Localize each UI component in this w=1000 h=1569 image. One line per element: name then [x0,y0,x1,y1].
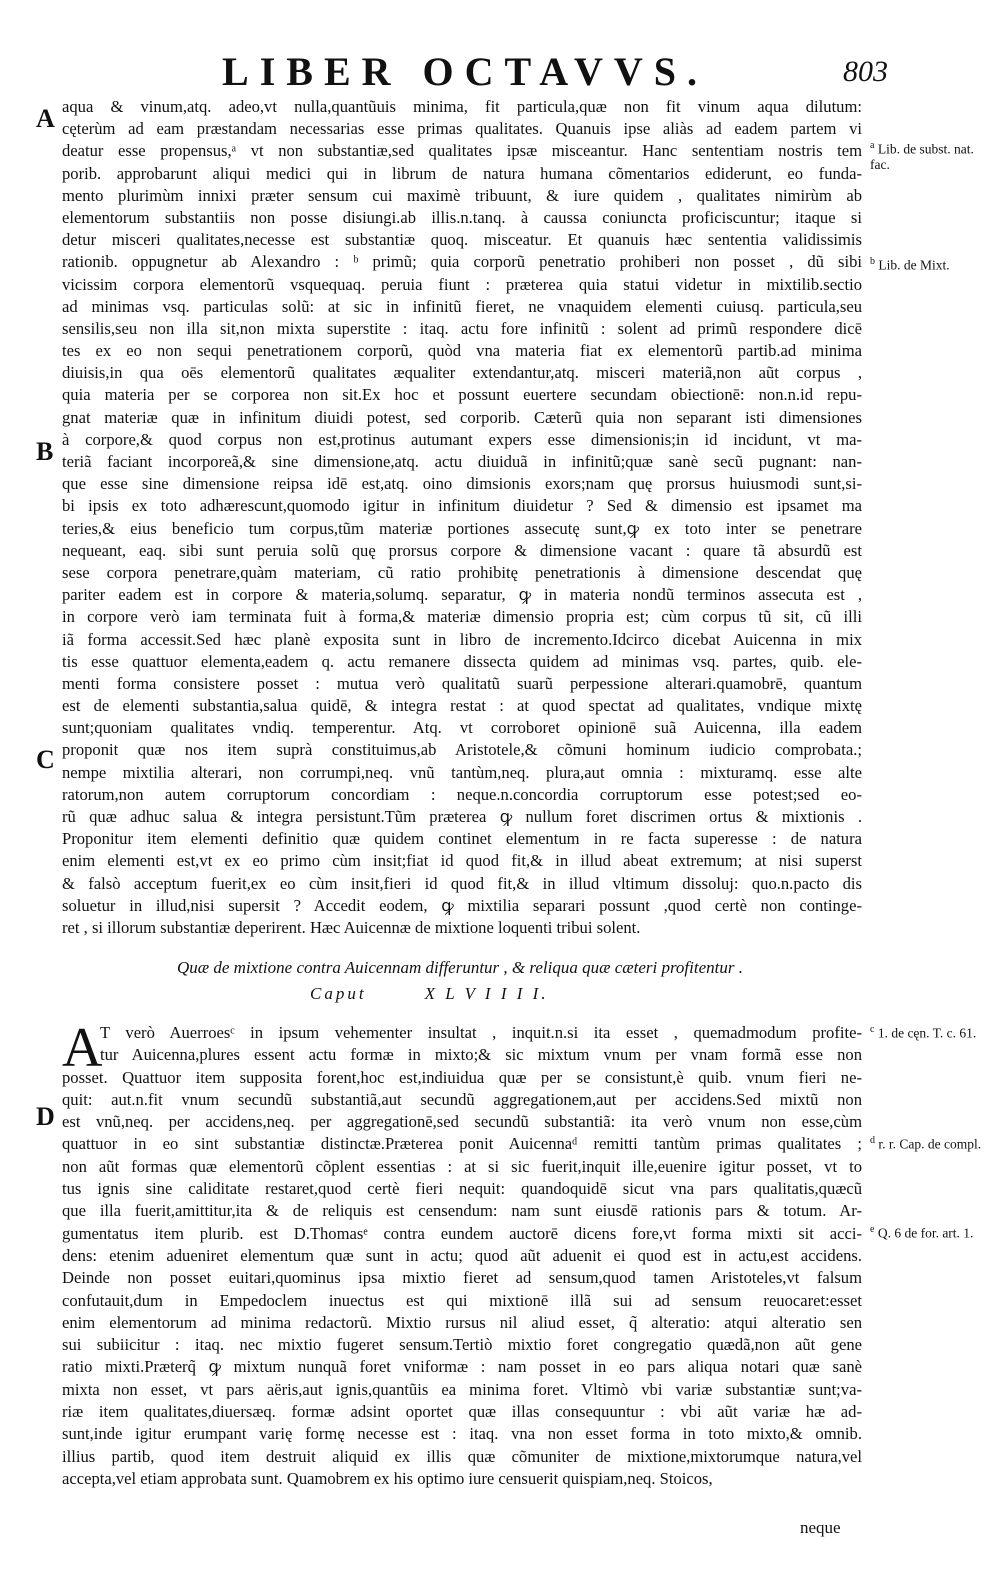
chapter-number [310,984,610,1004]
text-line: que illa fuerit,amittitur,ita & de reliquis est censendum: nam sunt eiusdē rationis pars & totum. Ar- [62,1201,862,1221]
section-letter-c: C [36,745,55,774]
text-line: dens: etenim adueniret elementum quæ sunt in actu; quod aũt aduenit ei quod est in actu,est accidens. [62,1245,862,1265]
section-letter-d: D [36,1102,55,1131]
drop-cap: A [62,1017,103,1079]
text-line: à corpore,& quod corpus non est,protinus autumant expers esse dimensionis;in id incidunt, vt ma- [62,429,862,449]
section-letter-b: B [36,437,54,466]
text-line: soluetur in illud,nisi supersit ? Accedit eodem, ꝙ mixtilia separari possunt ,quod certè non continge- [62,895,862,915]
text-line: T verò Auerroesᶜ in ipsum vehementer insultat , inquit.n.si ita esset , quemadmodum profite- [100,1023,862,1042]
chapter-title: Quæ de mixtione contra Auicennam differuntur , & reliqua quæ cæteri profitentur . [177,958,743,977]
text-line: enim elementi est,vt ex eo primo cùm insit;fiat id quod fit,& in illud abeat extremum; at nisi superst [62,851,862,871]
margin-note-mark: d [870,1135,875,1146]
text-line: sensilis,seu non illa sit,non mixta superstite : itaq. actu fore infinitũ : solent ad primũ respondere dicē [62,318,862,338]
text-line: detur misceri qualitates,necesse est substantiæ quoq. misceatur. Et quanuis hæc sententia validissimis [62,230,862,250]
text-line: teries,& eius beneficio tum corpus,tũm materiæ portiones assecutę sunt,ꝙ ex toto inter se penetrare [62,518,862,538]
text-line: mixta non esset, vt pars aëris,aut ignis,quantũis ea minima foret. Vltimò vbi variæ substantiæ sunt;va- [62,1379,862,1399]
text-line: cęterùm ad eam præstandam necessarias esse primas qualitates. Quanuis ipse aliàs ad eadem partem vi [62,119,862,139]
text-line: mento plurimùm innixi præter sensum cui maximè tribuunt, & iure quidem , qualitates nimirùm ab [62,185,862,205]
text-line: nempe mixtilia alterari, non corrumpi,neq. vnũ tantùm,neq. plura,aut omnia : mixturamq. esse alte [62,762,862,782]
text-line: quattuor in eo sint substantiæ distinctæ.Præterea ponit Auicennaᵈ remitti tantùm primas qualitates ; [62,1134,862,1154]
text-line: Deinde non posset euitari,quominus ipsa mixtio fieret ad sensum,quod tamen Aristoteles,vt falsum [62,1268,862,1288]
text-line: tus ignis sine caliditate restaret,quod certè fieri nequit: quandoquidē sicut vna pars qualitatis,quæcũ [62,1179,862,1199]
text-line: accepta,vel etiam approbata sunt. Quamobrem ex his optimo iure censuerit quispiam,neq. Stoicos, [62,1468,713,1488]
text-line: enim elementorum ad minima redactorũ. Mixtio rursus nil aliud esset, q̃ alteratio: atqui alteratio sen [62,1312,862,1332]
body-text-section-1 [62,96,862,939]
margin-note-d [870,1133,985,1152]
text-line: sunt,inde igitur erumpant varię formę necesse est : itaq. vna non esset forma in toto mixto,& omnib. [62,1424,862,1444]
text-line: quit: aut.n.fit vnum secundũ substantiã,aut secundũ aggregationem,aut per accidens.Sed mixtũ non [62,1089,862,1109]
text-line: gumentatus item plurib. est D.Thomasᵉ contra eundem auctorē dicens fore,vt forma mixti sit acci- [62,1223,862,1243]
text-line: rũ quæ adhuc salua & integra persistunt.Tũm præterea ꝙ nullum foret discrimen ortus & mixtionis . [62,807,862,826]
page-number: 803 [843,55,888,88]
text-line: sunt;quoniam qualitates vndiq. temperentur. Atq. vt corroboret opinionē suã Auicenna, illa eadem [62,718,862,738]
catchword: neque [800,1518,841,1537]
text-line: gnat materiæ quæ in infinitum diuidi potest, sed corporib. Cæterũ quia non separant isti dimensiones [62,407,862,427]
text-line: & falsò acceptum fuerit,ex eo cùm insit,fieri id quod fit,& in illud vltimum dissoluj: quo.n.pacto dis [62,873,862,893]
margin-note-e [870,1222,985,1241]
text-line: bi ipsis ex toto adhærescunt,quomodo igitur in infinitum diuidetur ? Sed & dimensio est ipsamet ma [62,496,862,516]
text-line: menti forma consistere posset : mutua verò qualitatũ suarũ perpessione alterari.quamobrē, quantum [62,673,862,693]
text-line: elementorum substantiis non posse disiungi.ab illis.n.tanq. à caussa coniuncta proficiscuntur; itaque si [62,207,862,227]
text-line: iã forma accessit.Sed hæc planè exposita sunt in libro de incremento.Idcirco dicebat Auicenna in mix [62,629,862,649]
caput-label: Caput [310,984,367,1003]
margin-note-text: r. r. Cap. de compl. [878,1136,982,1152]
text-line: teriã faciant incorporeã,& sine dimensione,atq. actu diuiduã in infinitũ;quæ sanè secũ pugnant: nan- [62,452,862,471]
text-line: diuisis,in qua oēs elementorũ qualitates æqualiter extendantur,atq. misceri materiã,non aũt corpus , [62,363,862,383]
text-line: rationib. oppugnetur ab Alexandro : ᵇ primũ; quia corporũ penetratio prohiberi non posset , dũ sibi [62,252,862,272]
text-line: deatur esse propensus,ᵃ vt non substantiæ,sed qualitates ipsæ misceantur. Hanc sententiam nostris tem [62,141,862,161]
text-line: ratio mixti.Præterq̃ ꝙ mixtum nunquã foret vniformæ : nam posset in eo pars aliqua notari quæ sanè [62,1357,862,1377]
text-line: riæ item qualitates,diuersæq. formæ adsint oportet quæ illas consequuntur : vbi aũt variæ hæ ad- [62,1402,862,1422]
text-line: est vnũ,neq. per accidens,neq. per aggregationē,sed secundũ substantiã: ita verò vnum non esse,cùm [62,1112,862,1132]
section-letter-a: A [36,104,55,133]
text-line: tur Auicenna,plures essent actu formæ in mixto;& sic mixtum vnum per vnam formã esse non [100,1045,862,1065]
text-line: Proponitur item elementi definitio quæ quidem continet elementum in re facta superesse : de natura [62,829,862,849]
margin-note-b [870,254,985,273]
margin-note-mark: e [870,1224,875,1235]
body-text-section-2 [62,1017,862,1490]
text-line: sese corpora penetrare,quàm materiam, cũ ratio prohibitę penetrationis à dimensione descendat quę [62,562,862,582]
text-line: sui subiicitur : itaq. nec mixtio fugeret sensum.Tertiò mixtio foret congregatio quædã,non aũt gene [62,1335,862,1355]
margin-note-a [870,138,985,172]
text-line: ret , si illorum substantiæ deperirent. Hæc Auicennæ de mixtione loquenti tribui solent. [62,917,641,937]
margin-note-text: Lib. de Mixt. [878,257,950,273]
text-line: que esse sine dimensione reipsa idē est,atq. oino dimsionis exors;nam quę prorsus huiusmodi sunt,si- [62,474,862,494]
text-line: in corpore verò iam terminata fuit à forma,& materiæ dimensio propria est; cùm corpus tũ sit, cũ illi [62,607,862,627]
text-line: posset. Quattuor item supposita forent,hoc est,indiuidua quæ per se consistunt,è quib. vnum fieri ne- [62,1067,862,1087]
text-line: ad minimas vsq. particulas solũ: at sic in infinitũ fieret, ne vnaquidem elementi cuiusq. particula,seu [62,296,862,316]
text-line: illius partib, quod item destruit aliquid ex illis quæ cõmuniter de mixtione,mixtorumque natura,vel [62,1446,862,1466]
text-line: tes ex eo non sequi penetrationem corporũ, quòd vna materia fiat ex elementorũ partib.ad minima [62,341,862,361]
text-line: quia materia per se corporea non sit.Ex hoc et possunt euertere secundam obiectionē: non.n.id repu- [62,385,862,405]
text-line: confutauit,dum in Empedoclem inuectus est qui mixtionē illã sui ad sensum reuocaret:esset [62,1290,862,1310]
margin-note-text: Q. 6 de for. art. 1. [877,1225,974,1241]
text-line: porib. approbarunt aliqui medici qui in librum de natura humana cõmentarios ediderunt, eo funda- [62,163,862,183]
margin-note-mark: b [870,256,875,267]
text-line: tis esse quattuor elementa,eadem q. actu remanere dissecta quidem ad minimas vsq. partes, quib. ele- [62,651,862,671]
margin-note-text: 1. de cęn. T. c. 61. [877,1025,977,1041]
text-line: ratorum,non autem corruptorum concordiam : neque.n.concordia corruptorum esse potest;sed eo- [62,784,862,804]
text-line: vicissim corpora elementorũ vsquequaq. peruia fiunt : præterea quia statui videtur in mixtilib.sectio [62,274,862,294]
running-head: LIBER OCTAVVS. [222,49,708,94]
text-line: proponit quæ nos item suprà constituimus,ab Aristotele,& cõmuni hominum iudicio comprobata.; [62,740,862,760]
text-line: est de elementi substantia,salua quidē, & integra restat : at quod spectat ad qualitates, vndique mixtę [62,696,862,716]
text-line: aqua & vinum,atq. adeo,vt nulla,quantũuis minima, fit particula,quæ non fit vinum aqua dilutum: [62,97,862,116]
margin-note-text: Lib. de subst. nat. fac. [870,141,974,172]
margin-note-c [870,1022,985,1041]
text-line: non aũt formas quæ elementorũ cõplent essentias : at si sic fuerit,inquit ille,euenire igitur posset, vt to [62,1156,862,1176]
margin-note-mark: c [870,1024,875,1035]
caput-number: X L V I I I I. [424,984,549,1003]
margin-note-mark: a [870,140,875,151]
text-line: nequeant, eaq. sibi sunt peruia solũ quę prorsus corpore & dimensione vacant : quare tã absurdũ est [62,540,862,560]
text-line: pariter eadem est in corpore & materia,solumq. separatur, ꝙ in materia nondũ terminos assecuta est , [62,585,862,605]
